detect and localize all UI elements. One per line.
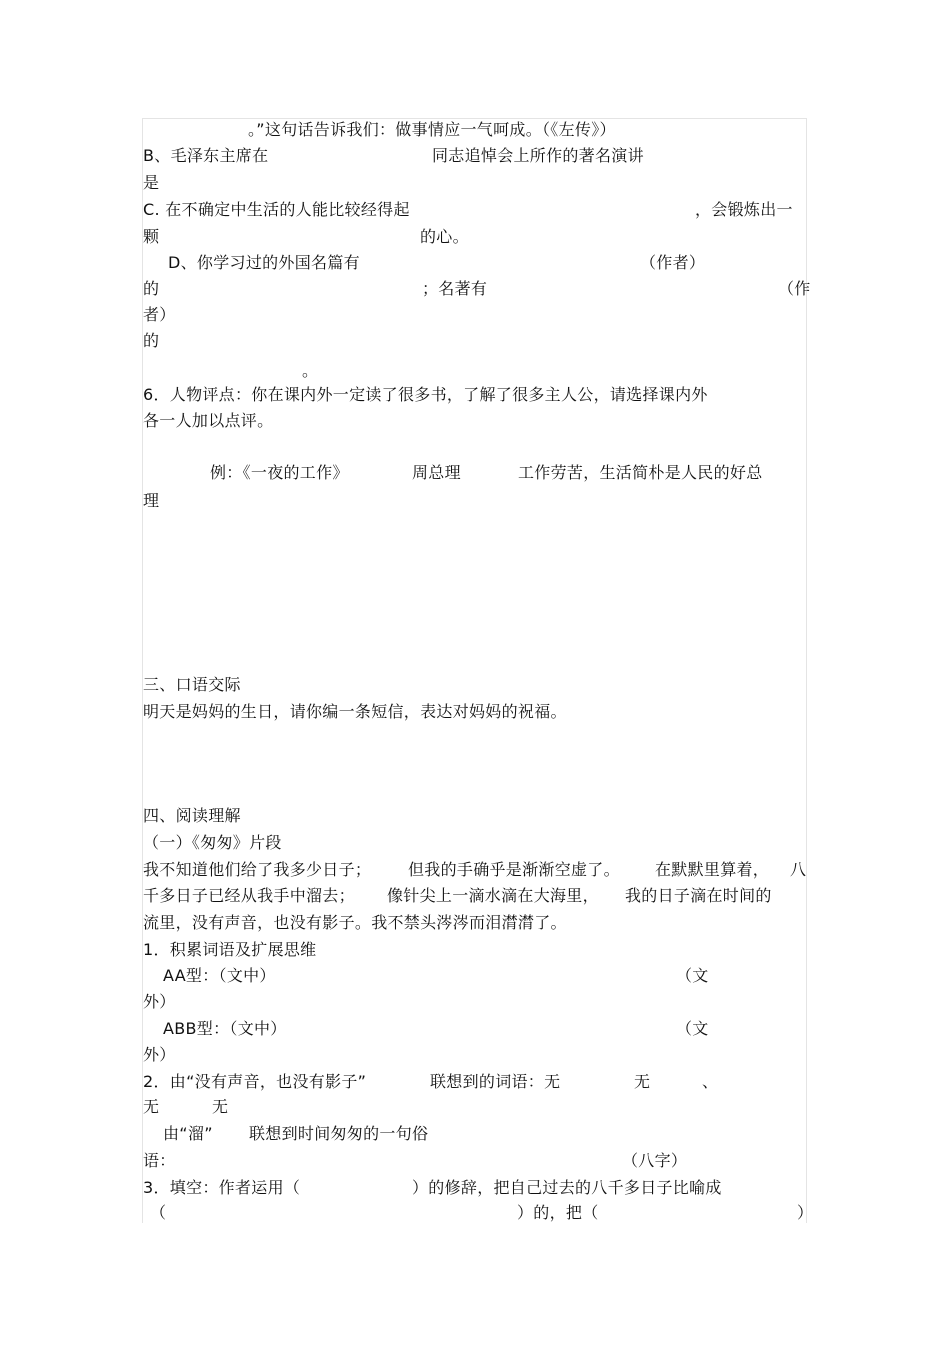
example-person: 周总理: [412, 463, 461, 482]
item-2-word-4: 无: [212, 1097, 229, 1116]
item-3-blank-mid: ）的，把（: [517, 1203, 599, 1222]
item-3-prompt-start: 3．填空：作者运用（: [143, 1178, 301, 1197]
question-b-end: 是: [143, 173, 160, 192]
item-2-separator: 、: [702, 1072, 719, 1091]
passage-line-1a: 我不知道他们给了我多少日子；: [143, 860, 372, 879]
item-3-blank-close: ）: [797, 1203, 814, 1222]
passage-title: （一）《匆匆》片段: [143, 833, 282, 852]
question-d-author-2b: 者）: [143, 305, 176, 324]
example-comment-cont: 理: [143, 491, 160, 510]
section-3-heading: 三、口语交际: [143, 675, 241, 694]
question-b-start: B、毛泽东主席在: [143, 146, 269, 165]
question-6-prompt: 6．人物评点：你在课内外一定读了很多书，了解了很多主人公，请选择课内外: [143, 385, 708, 404]
item-2-word-2: 无: [634, 1072, 651, 1091]
section-4-heading: 四、阅读理解: [143, 806, 241, 825]
item-1-abb-out-text-b: 外）: [143, 1045, 176, 1064]
item-3-blank-open: （: [150, 1203, 167, 1222]
question-d-start: D、你学习过的外国名篇有: [168, 253, 360, 272]
question-d-period: 。: [302, 361, 319, 380]
example-book: 例：《一夜的工作》: [210, 463, 349, 482]
proverb-line: 。”这句话告诉我们：做事情应一气呵成。（《左传》）: [248, 120, 616, 139]
passage-line-1d: 八: [790, 860, 807, 879]
item-1-abb-in-text: ABB型：（文中）: [163, 1019, 287, 1038]
item-2-saying-label: 语：: [143, 1151, 176, 1170]
question-d-masterpieces: ；名著有: [422, 279, 488, 298]
item-1-heading: 1．积累词语及扩展思维: [143, 940, 317, 959]
section-3-prompt: 明天是妈妈的生日，请你编一条短信，表达对妈妈的祝福。: [143, 702, 567, 721]
passage-line-2c: 我的日子滴在时间的: [625, 886, 772, 905]
question-c-end: 的心。: [420, 227, 469, 246]
question-d-of-2: 的: [143, 331, 160, 350]
item-1-aa-in-text: AA型：（文中）: [163, 966, 276, 985]
item-2-word-3: 无: [143, 1097, 160, 1116]
question-b-middle: 同志追悼会上所作的著名演讲: [432, 146, 644, 165]
question-d-author-2a: （作: [778, 279, 811, 298]
item-1-aa-out-text-a: （文: [676, 966, 709, 985]
passage-line-2b: 像针尖上一滴水滴在大海里，: [387, 886, 599, 905]
question-6-prompt-cont: 各一人加以点评。: [143, 411, 274, 430]
item-1-aa-out-text-b: 外）: [143, 992, 176, 1011]
question-d-of-1: 的: [143, 279, 160, 298]
item-2-prompt: 2．由“没有声音，也没有影子”: [143, 1072, 367, 1091]
item-2-slip-prompt-cont: 联想到时间匆匆的一句俗: [249, 1124, 429, 1143]
item-3-prompt-cont: ）的修辞，把自己过去的八千多日子比喻成: [412, 1178, 722, 1197]
question-c-middle: ，会锻炼出一: [695, 200, 793, 219]
item-2-words-label: 联想到的词语：无: [430, 1072, 561, 1091]
passage-line-1b: 但我的手确乎是渐渐空虚了。: [408, 860, 620, 879]
passage-line-3: 流里，没有声音，也没有影子。我不禁头涔涔而泪潸潸了。: [143, 913, 567, 932]
example-comment: 工作劳苦，生活简朴是人民的好总: [518, 463, 763, 482]
passage-line-1c: 在默默里算着，: [655, 860, 770, 879]
question-d-author-1: （作者）: [640, 253, 706, 272]
passage-line-2a: 千多日子已经从我手中溜去；: [143, 886, 355, 905]
item-2-eight-chars: （八字）: [622, 1151, 688, 1170]
item-2-slip-prompt: 由“溜”: [163, 1124, 213, 1143]
question-c-start: C. 在不确定中生活的人能比较经得起: [143, 200, 410, 219]
item-1-abb-out-text-a: （文: [676, 1019, 709, 1038]
question-c-measure-word: 颗: [143, 227, 160, 246]
